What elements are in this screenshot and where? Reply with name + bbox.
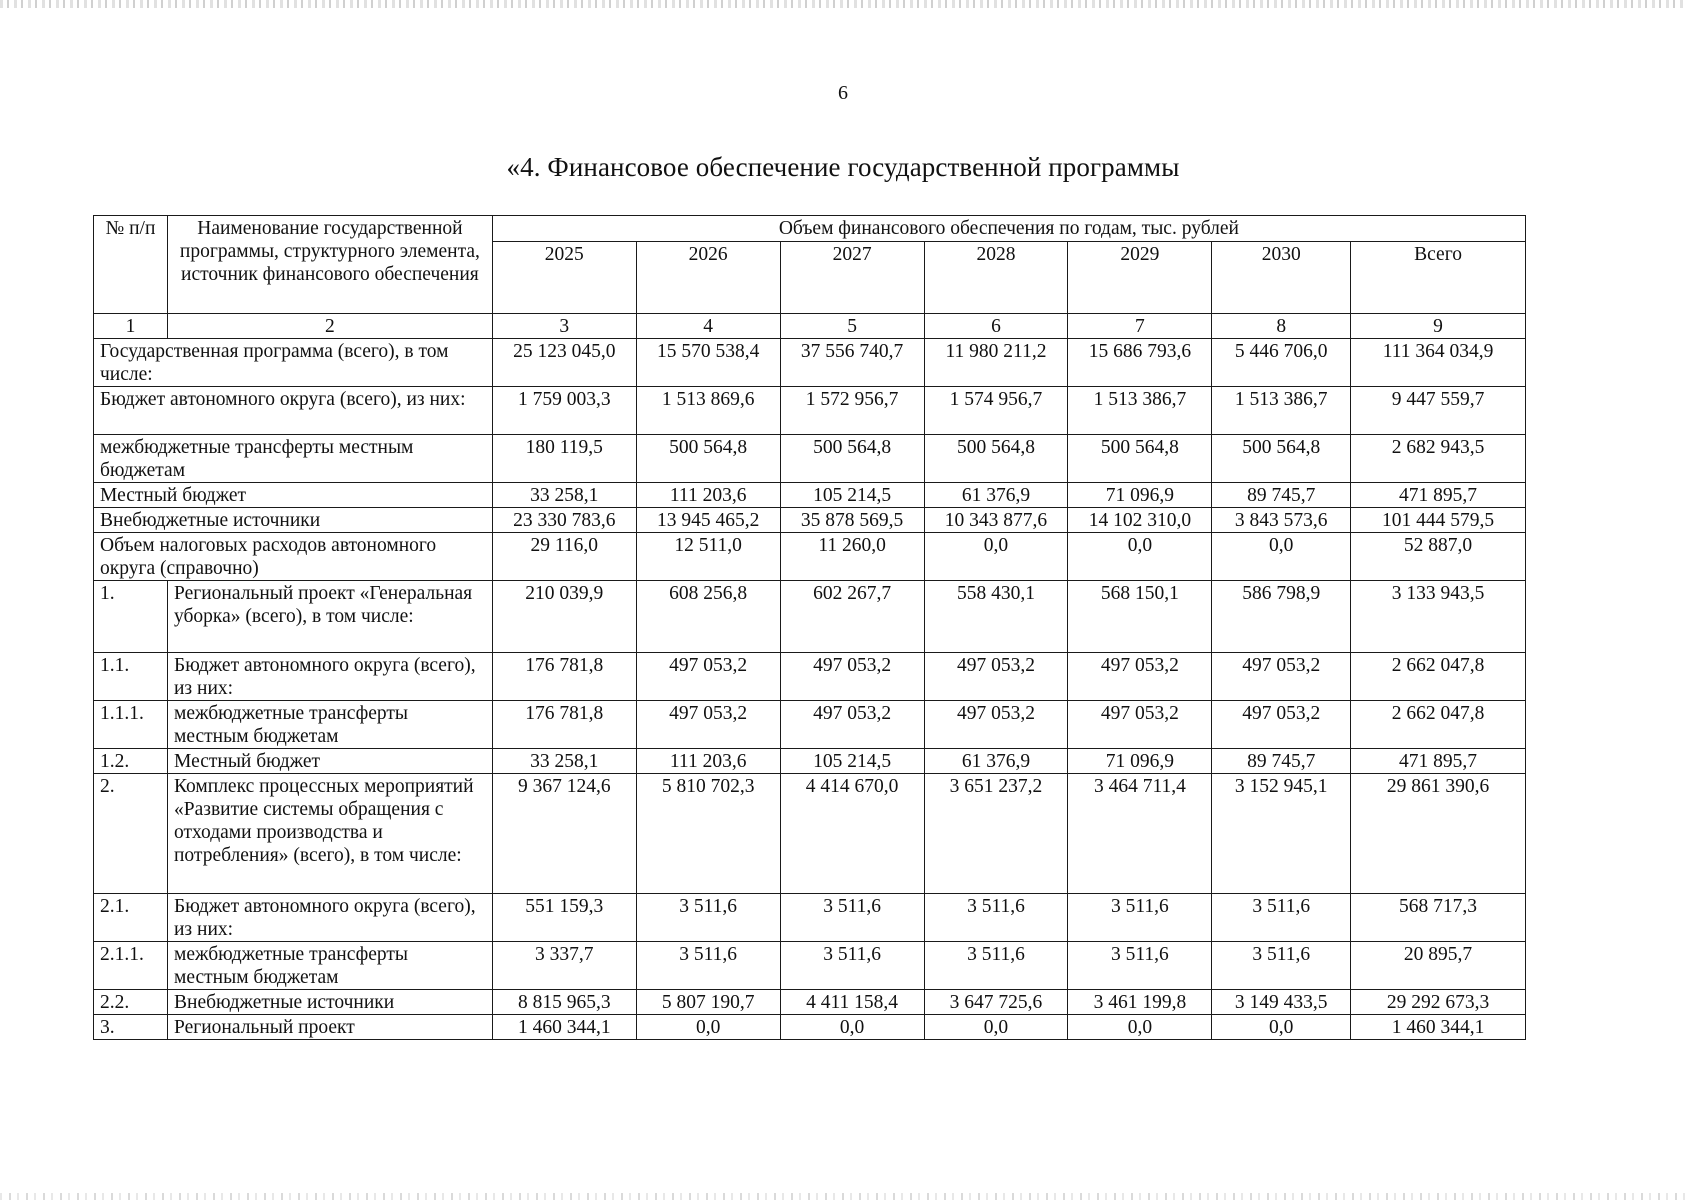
row-value: 3 511,6 [1068, 942, 1212, 990]
header-year-2025: 2025 [492, 242, 636, 314]
row-value: 497 053,2 [780, 653, 924, 701]
row-value: 1 574 956,7 [924, 387, 1068, 435]
row-value: 11 260,0 [780, 533, 924, 581]
row-value: 33 258,1 [492, 749, 636, 774]
row-value: 9 367 124,6 [492, 774, 636, 894]
row-value: 52 887,0 [1351, 533, 1526, 581]
column-number: 9 [1351, 314, 1526, 339]
row-number: 2.1.1. [94, 942, 168, 990]
row-value: 1 460 344,1 [1351, 1015, 1526, 1040]
row-value: 176 781,8 [492, 701, 636, 749]
row-value: 105 214,5 [780, 749, 924, 774]
header-year-2027: 2027 [780, 242, 924, 314]
row-value: 176 781,8 [492, 653, 636, 701]
row-value: 568 150,1 [1068, 581, 1212, 653]
row-number: 2. [94, 774, 168, 894]
row-name: Бюджет автономного округа (всего), из них: [168, 653, 493, 701]
row-value: 29 861 390,6 [1351, 774, 1526, 894]
row-value: 8 815 965,3 [492, 990, 636, 1015]
column-number: 2 [168, 314, 493, 339]
table-row [94, 533, 1526, 581]
row-value: 37 556 740,7 [780, 339, 924, 387]
row-value: 3 647 725,6 [924, 990, 1068, 1015]
row-value: 2 682 943,5 [1351, 435, 1526, 483]
row-name: Местный бюджет [94, 483, 493, 508]
header-financing-group: Объем финансового обеспечения по годам, тыс. рублей [492, 216, 1525, 242]
row-value: 586 798,9 [1212, 581, 1351, 653]
scan-edge-top [0, 0, 1686, 8]
row-value: 3 511,6 [636, 894, 780, 942]
column-number-row [94, 314, 1526, 339]
row-value: 29 292 673,3 [1351, 990, 1526, 1015]
row-value: 61 376,9 [924, 483, 1068, 508]
row-value: 497 053,2 [1068, 701, 1212, 749]
column-number: 4 [636, 314, 780, 339]
row-number: 1.2. [94, 749, 168, 774]
row-value: 1 572 956,7 [780, 387, 924, 435]
row-value: 500 564,8 [636, 435, 780, 483]
row-value: 497 053,2 [1068, 653, 1212, 701]
row-value: 3 843 573,6 [1212, 508, 1351, 533]
table-row [94, 774, 1526, 894]
row-value: 1 460 344,1 [492, 1015, 636, 1040]
row-value: 0,0 [924, 533, 1068, 581]
row-value: 3 149 433,5 [1212, 990, 1351, 1015]
row-name: межбюджетные трансферты местным бюджетам [168, 942, 493, 990]
row-value: 1 513 869,6 [636, 387, 780, 435]
row-number: 1. [94, 581, 168, 653]
row-number: 1.1.1. [94, 701, 168, 749]
row-value: 551 159,3 [492, 894, 636, 942]
row-value: 3 511,6 [1068, 894, 1212, 942]
row-value: 2 662 047,8 [1351, 653, 1526, 701]
header-row-number: № п/п [94, 216, 168, 314]
row-value: 500 564,8 [1212, 435, 1351, 483]
row-number: 2.2. [94, 990, 168, 1015]
row-value: 471 895,7 [1351, 483, 1526, 508]
row-value: 3 511,6 [1212, 894, 1351, 942]
row-value: 12 511,0 [636, 533, 780, 581]
row-value: 3 464 711,4 [1068, 774, 1212, 894]
row-value: 71 096,9 [1068, 749, 1212, 774]
row-number: 3. [94, 1015, 168, 1040]
row-name: Внебюджетные источники [94, 508, 493, 533]
table-row [94, 581, 1526, 653]
row-value: 1 513 386,7 [1212, 387, 1351, 435]
row-value: 500 564,8 [1068, 435, 1212, 483]
row-value: 1 513 386,7 [1068, 387, 1212, 435]
table-row [94, 1015, 1526, 1040]
row-value: 497 053,2 [636, 701, 780, 749]
row-value: 3 511,6 [780, 942, 924, 990]
table-row [94, 701, 1526, 749]
row-name: межбюджетные трансферты местным бюджетам [94, 435, 493, 483]
row-value: 3 337,7 [492, 942, 636, 990]
table-row [94, 387, 1526, 435]
table-row [94, 653, 1526, 701]
row-value: 111 203,6 [636, 483, 780, 508]
row-name: Региональный проект [168, 1015, 493, 1040]
row-value: 29 116,0 [492, 533, 636, 581]
column-number: 8 [1212, 314, 1351, 339]
row-value: 210 039,9 [492, 581, 636, 653]
row-value: 105 214,5 [780, 483, 924, 508]
row-name: Внебюджетные источники [168, 990, 493, 1015]
row-value: 9 447 559,7 [1351, 387, 1526, 435]
row-name: Региональный проект «Генеральная уборка» (всего), в том числе: [168, 581, 493, 653]
row-value: 500 564,8 [780, 435, 924, 483]
row-value: 0,0 [636, 1015, 780, 1040]
row-name: межбюджетные трансферты местным бюджетам [168, 701, 493, 749]
row-value: 11 980 211,2 [924, 339, 1068, 387]
row-value: 3 511,6 [924, 894, 1068, 942]
row-value: 0,0 [1212, 1015, 1351, 1040]
row-value: 15 570 538,4 [636, 339, 780, 387]
row-number: 2.1. [94, 894, 168, 942]
row-value: 13 945 465,2 [636, 508, 780, 533]
table-row [94, 990, 1526, 1015]
row-value: 497 053,2 [924, 701, 1068, 749]
row-value: 497 053,2 [1212, 701, 1351, 749]
row-name: Бюджет автономного округа (всего), из них: [94, 387, 493, 435]
row-value: 602 267,7 [780, 581, 924, 653]
table-row [94, 894, 1526, 942]
row-value: 14 102 310,0 [1068, 508, 1212, 533]
row-value: 5 807 190,7 [636, 990, 780, 1015]
row-value: 3 152 945,1 [1212, 774, 1351, 894]
table-row [94, 749, 1526, 774]
row-value: 20 895,7 [1351, 942, 1526, 990]
column-number: 7 [1068, 314, 1212, 339]
table-row [94, 483, 1526, 508]
row-value: 568 717,3 [1351, 894, 1526, 942]
row-value: 558 430,1 [924, 581, 1068, 653]
header-year-2030: 2030 [1212, 242, 1351, 314]
table-row [94, 508, 1526, 533]
row-value: 608 256,8 [636, 581, 780, 653]
row-value: 4 411 158,4 [780, 990, 924, 1015]
row-value: 471 895,7 [1351, 749, 1526, 774]
row-name: Объем налоговых расходов автономного округа (справочно) [94, 533, 493, 581]
row-number: 1.1. [94, 653, 168, 701]
row-value: 10 343 877,6 [924, 508, 1068, 533]
row-value: 23 330 783,6 [492, 508, 636, 533]
row-value: 3 511,6 [924, 942, 1068, 990]
column-number: 6 [924, 314, 1068, 339]
row-value: 497 053,2 [1212, 653, 1351, 701]
row-value: 1 759 003,3 [492, 387, 636, 435]
document-title: «4. Финансовое обеспечение государственной программы [506, 152, 1180, 182]
column-number: 3 [492, 314, 636, 339]
row-value: 111 364 034,9 [1351, 339, 1526, 387]
row-name: Государственная программа (всего), в том числе: [94, 339, 493, 387]
row-value: 101 444 579,5 [1351, 508, 1526, 533]
row-value: 500 564,8 [924, 435, 1068, 483]
financing-table [93, 215, 1526, 1040]
row-value: 89 745,7 [1212, 749, 1351, 774]
page-number: 6 [838, 82, 848, 104]
row-value: 111 203,6 [636, 749, 780, 774]
row-name: Местный бюджет [168, 749, 493, 774]
row-value: 497 053,2 [636, 653, 780, 701]
row-value: 3 461 199,8 [1068, 990, 1212, 1015]
table-row [94, 339, 1526, 387]
row-value: 3 133 943,5 [1351, 581, 1526, 653]
row-value: 35 878 569,5 [780, 508, 924, 533]
row-value: 180 119,5 [492, 435, 636, 483]
scan-edge-bottom [0, 1193, 1686, 1200]
row-value: 0,0 [1068, 533, 1212, 581]
row-value: 71 096,9 [1068, 483, 1212, 508]
row-value: 5 810 702,3 [636, 774, 780, 894]
row-name: Комплекс процессных мероприятий «Развитие системы обращения с отходами производства и потребления» (всего), в том числе: [168, 774, 493, 894]
row-value: 0,0 [924, 1015, 1068, 1040]
header-year-2028: 2028 [924, 242, 1068, 314]
row-value: 4 414 670,0 [780, 774, 924, 894]
table-row [94, 942, 1526, 990]
header-year-2029: 2029 [1068, 242, 1212, 314]
header-name: Наименование государственной программы, структурного элемента, источник финансового обеспечения [168, 216, 493, 314]
row-value: 25 123 045,0 [492, 339, 636, 387]
row-value: 15 686 793,6 [1068, 339, 1212, 387]
row-value: 3 651 237,2 [924, 774, 1068, 894]
row-value: 0,0 [1212, 533, 1351, 581]
row-value: 89 745,7 [1212, 483, 1351, 508]
header-year-2026: 2026 [636, 242, 780, 314]
row-value: 2 662 047,8 [1351, 701, 1526, 749]
row-value: 0,0 [780, 1015, 924, 1040]
column-number: 1 [94, 314, 168, 339]
row-value: 5 446 706,0 [1212, 339, 1351, 387]
column-number: 5 [780, 314, 924, 339]
row-value: 0,0 [1068, 1015, 1212, 1040]
table-row [94, 435, 1526, 483]
row-value: 33 258,1 [492, 483, 636, 508]
row-value: 3 511,6 [1212, 942, 1351, 990]
row-value: 497 053,2 [924, 653, 1068, 701]
row-name: Бюджет автономного округа (всего), из них: [168, 894, 493, 942]
header-total: Всего [1351, 242, 1526, 314]
row-value: 497 053,2 [780, 701, 924, 749]
row-value: 61 376,9 [924, 749, 1068, 774]
row-value: 3 511,6 [636, 942, 780, 990]
row-value: 3 511,6 [780, 894, 924, 942]
